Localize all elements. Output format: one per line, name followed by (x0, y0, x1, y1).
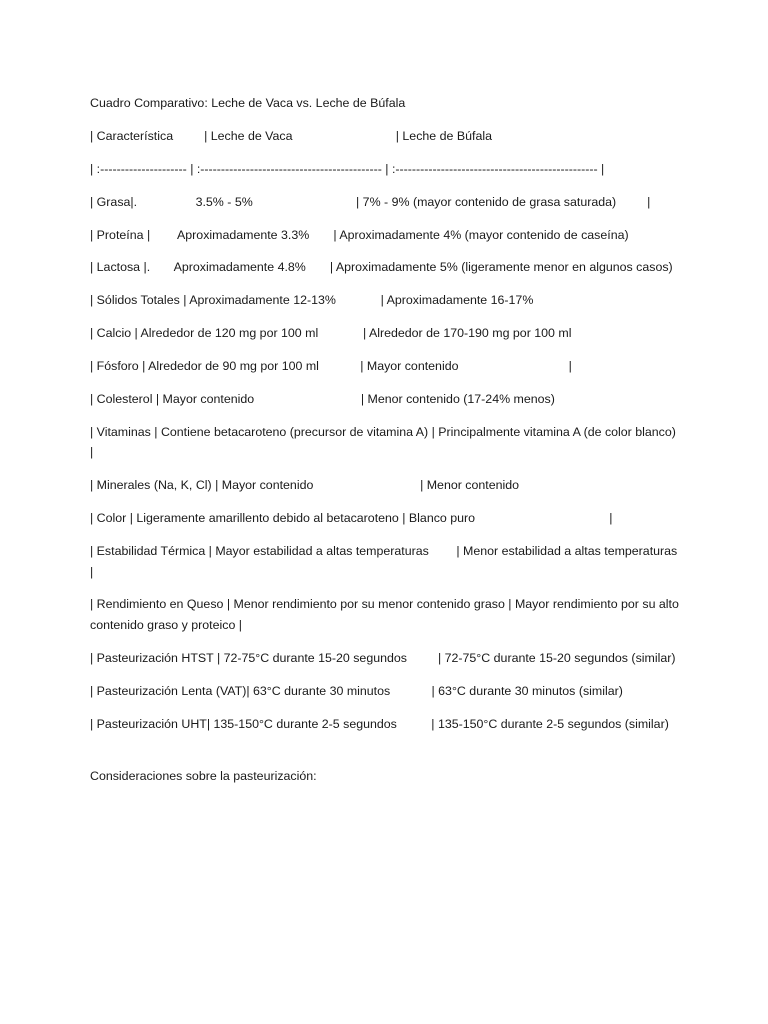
table-separator-row: | :--------------------- | :-------------------------------------------- | :------------------------------------------------- | (90, 161, 605, 176)
table-row-estabilidad-termica: | Estabilidad Térmica | Mayor estabilidad a altas temperaturas | Menor estabilidad a altas temperaturas | (90, 544, 692, 579)
table-row-calcio: | Calcio | Alrededor de 120 mg por 100 ml | Alrededor de 170-190 mg por 100 ml (90, 326, 572, 341)
document-title: Cuadro Comparativo: Leche de Vaca vs. Leche de Búfala (90, 96, 406, 110)
table-row-rendimiento-queso: | Rendimiento en Queso | Menor rendimiento por su menor contenido graso | Mayor rendimiento por su alto contenido graso y proteico | (90, 597, 683, 632)
section-heading-consideraciones: Consideraciones sobre la pasteurización: (90, 769, 317, 784)
table-row-minerales: | Minerales (Na, K, Cl) | Mayor contenido | Menor contenido (90, 478, 520, 493)
table-row-grasa: | Grasa|. 3.5% - 5% | 7% - 9% (mayor contenido de grasa saturada) | (90, 194, 651, 209)
table-row-pasteurizacion-lenta: | Pasteurización Lenta (VAT)| 63°C durante 30 minutos | 63°C durante 30 minutos (similar) (90, 683, 623, 698)
table-row-lactosa: | Lactosa |. Aproximadamente 4.8% | Aproximadamente 5% (ligeramente menor en algunos casos) (90, 260, 673, 275)
table-header-row: | Característica | Leche de Vaca | Leche de Búfala (90, 128, 492, 143)
table-row-pasteurizacion-uht: | Pasteurización UHT| 135-150°C durante 2-5 segundos | 135-150°C durante 2-5 segundos (similar) (90, 716, 669, 731)
table-row-proteina: | Proteína | Aproximadamente 3.3% | Aproximadamente 4% (mayor contenido de caseína) (90, 227, 629, 242)
document-body (90, 93, 707, 799)
table-row-colesterol: | Colesterol | Mayor contenido | Menor contenido (17-24% menos) (90, 392, 555, 407)
table-row-color: | Color | Ligeramente amarillento debido al betacaroteno | Blanco puro | (90, 511, 613, 526)
table-row-fosforo: | Fósforo | Alrededor de 90 mg por 100 ml | Mayor contenido | (90, 359, 572, 374)
table-row-solidos-totales: | Sólidos Totales | Aproximadamente 12-13% | Aproximadamente 16-17% (90, 293, 534, 308)
table-row-pasteurizacion-htst: | Pasteurización HTST | 72-75°C durante 15-20 segundos | 72-75°C durante 15-20 segundos (similar) (90, 650, 676, 665)
table-row-vitaminas: | Vitaminas | Contiene betacaroteno (precursor de vitamina A) | Principalmente vitamina A (de color blanco) | (90, 424, 707, 460)
